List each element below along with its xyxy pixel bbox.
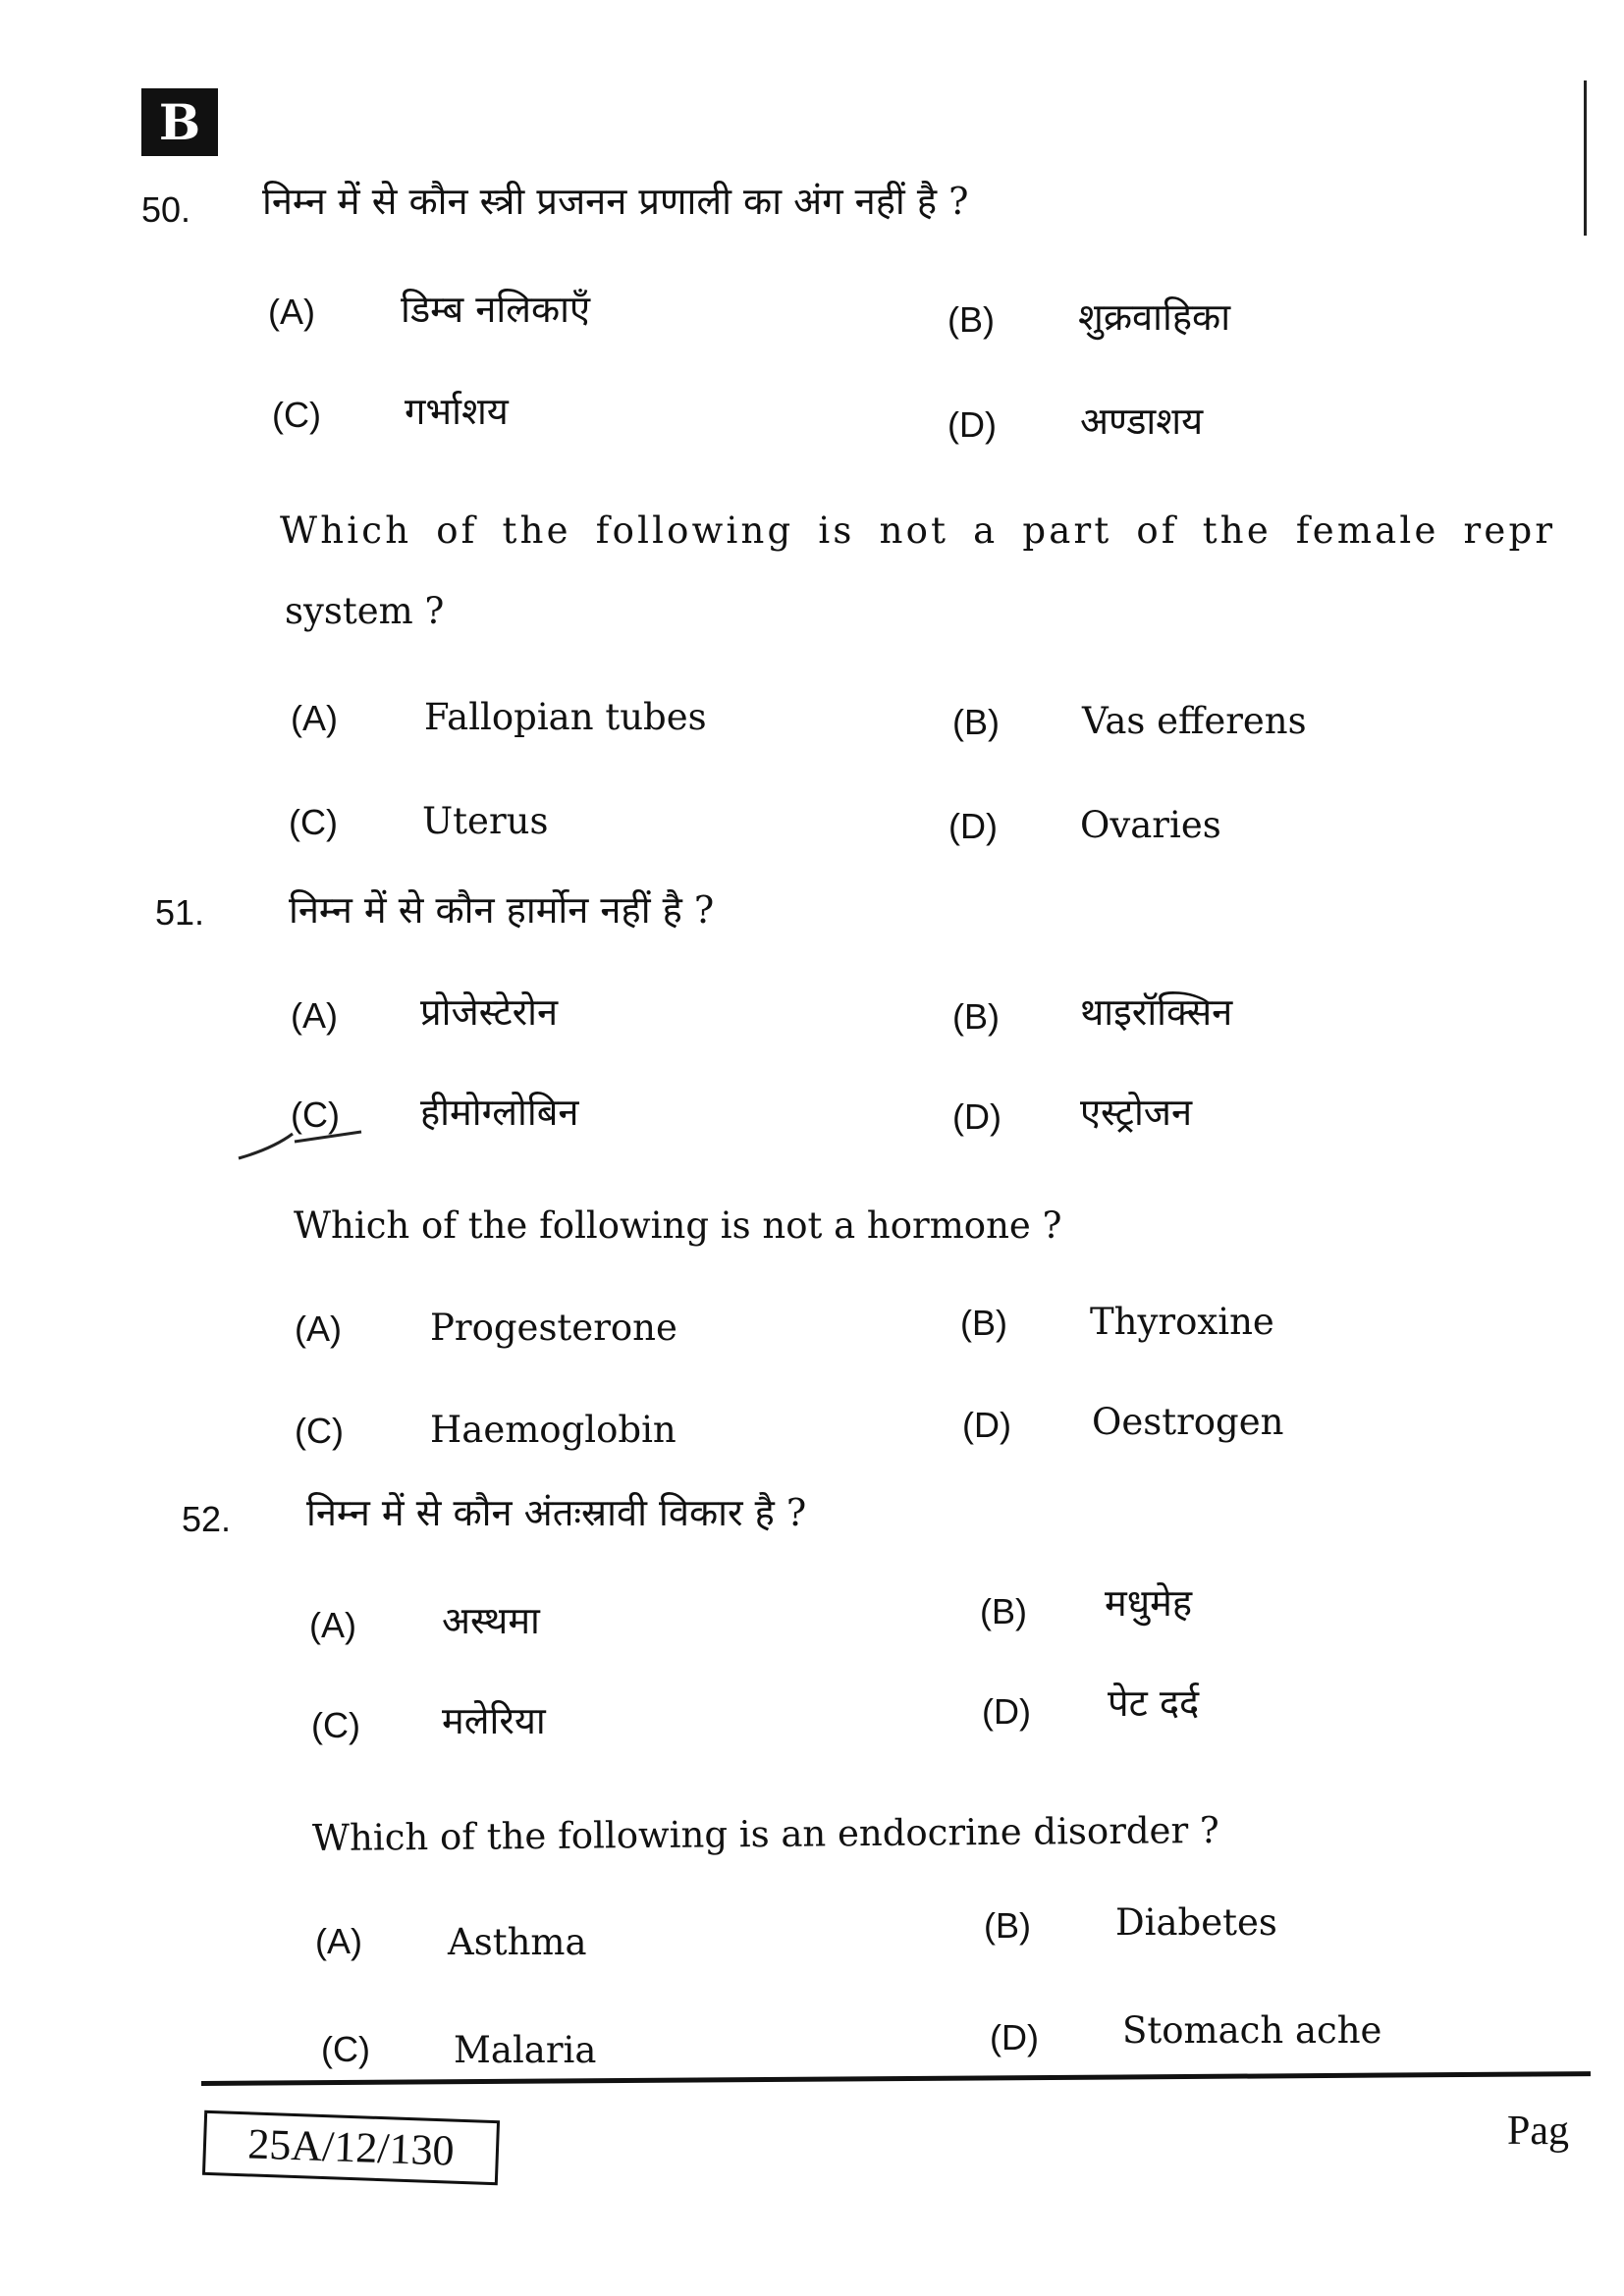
option-text: Uterus bbox=[422, 800, 549, 842]
option-label: (D) bbox=[982, 1691, 1031, 1732]
option-text: अस्थमा bbox=[442, 1599, 540, 1642]
option-text: थाइरॉक्सिन bbox=[1080, 990, 1233, 1034]
option-label: (B) bbox=[960, 1303, 1007, 1343]
margin-line bbox=[1584, 80, 1587, 236]
option-text: डिम्ब नलिकाएँ bbox=[401, 288, 591, 331]
option-text: Fallopian tubes bbox=[424, 696, 707, 738]
option-text: Asthma bbox=[448, 1921, 587, 1963]
option-text: Haemoglobin bbox=[430, 1409, 677, 1451]
question-text-english: Which of the following is not a part of the female repr bbox=[280, 509, 1556, 552]
option-label: (D) bbox=[948, 806, 998, 846]
question-text-hindi: निम्न में से कौन हार्मोन नहीं है ? bbox=[289, 888, 715, 932]
option-label: (A) bbox=[291, 698, 338, 738]
option-label: (C) bbox=[289, 802, 338, 842]
option-label: (A) bbox=[268, 292, 315, 332]
question-text-english: Which of the following is not a hormone ? bbox=[294, 1204, 1062, 1247]
option-text: Vas efferens bbox=[1082, 700, 1307, 742]
option-label: (C) bbox=[295, 1411, 344, 1451]
option-label: (D) bbox=[990, 2017, 1039, 2057]
question-text-english: system ? bbox=[285, 590, 445, 632]
question-text-hindi: निम्न में से कौन स्त्री प्रजनन प्रणाली का अंग नहीं है ? bbox=[262, 180, 969, 223]
page-label: Pag bbox=[1507, 2109, 1569, 2154]
paper-code: 25A/12/130 bbox=[202, 2110, 500, 2185]
option-label: (A) bbox=[291, 995, 338, 1036]
question-text-english: Which of the following is an endocrine disorder ? bbox=[311, 1808, 1219, 1860]
option-text: Diabetes bbox=[1115, 1901, 1277, 1944]
option-label: (A) bbox=[295, 1308, 342, 1349]
option-label: (B) bbox=[947, 299, 995, 340]
option-text: हीमोग्लोबिन bbox=[420, 1091, 579, 1134]
option-text: शुक्रवाहिका bbox=[1078, 295, 1231, 339]
question-text-hindi: निम्न में से कौन अंतःस्रावी विकार है ? bbox=[306, 1491, 807, 1534]
option-label: (D) bbox=[952, 1096, 1001, 1137]
option-text: Ovaries bbox=[1080, 804, 1221, 846]
option-label: (A) bbox=[309, 1605, 356, 1645]
option-label: (A) bbox=[315, 1921, 362, 1961]
question-number: 51. bbox=[155, 892, 205, 933]
option-text: गर्भाशय bbox=[405, 390, 509, 433]
option-text: Malaria bbox=[454, 2029, 597, 2071]
option-label: (D) bbox=[962, 1405, 1011, 1445]
footer-rule bbox=[201, 2071, 1591, 2086]
option-text: प्रोजेस्टेरोन bbox=[420, 990, 559, 1034]
option-text: Oestrogen bbox=[1092, 1401, 1284, 1443]
option-text: एस्ट्रोजन bbox=[1080, 1091, 1193, 1134]
question-number: 50. bbox=[141, 189, 191, 230]
option-label: (C) bbox=[311, 1705, 360, 1745]
option-label: (B) bbox=[952, 702, 1000, 742]
option-label: (C) bbox=[321, 2029, 370, 2069]
question-number: 52. bbox=[182, 1499, 232, 1539]
option-label: (B) bbox=[952, 996, 1000, 1037]
option-text: पेट दर्द bbox=[1108, 1682, 1200, 1725]
option-text: Stomach ache bbox=[1122, 2009, 1382, 2052]
option-text: मलेरिया bbox=[442, 1699, 546, 1742]
option-label: (B) bbox=[980, 1591, 1027, 1631]
option-label: (B) bbox=[984, 1905, 1031, 1946]
option-text: अण्डाशय bbox=[1080, 400, 1204, 443]
option-text: मधुमेह bbox=[1105, 1581, 1192, 1625]
option-label: (C) bbox=[291, 1095, 340, 1135]
booklet-series-badge: B bbox=[141, 88, 218, 156]
option-text: Progesterone bbox=[430, 1307, 677, 1349]
option-label: (D) bbox=[947, 404, 997, 445]
option-text: Thyroxine bbox=[1090, 1301, 1274, 1343]
option-label: (C) bbox=[272, 395, 321, 435]
pen-tick-mark bbox=[234, 1095, 371, 1163]
